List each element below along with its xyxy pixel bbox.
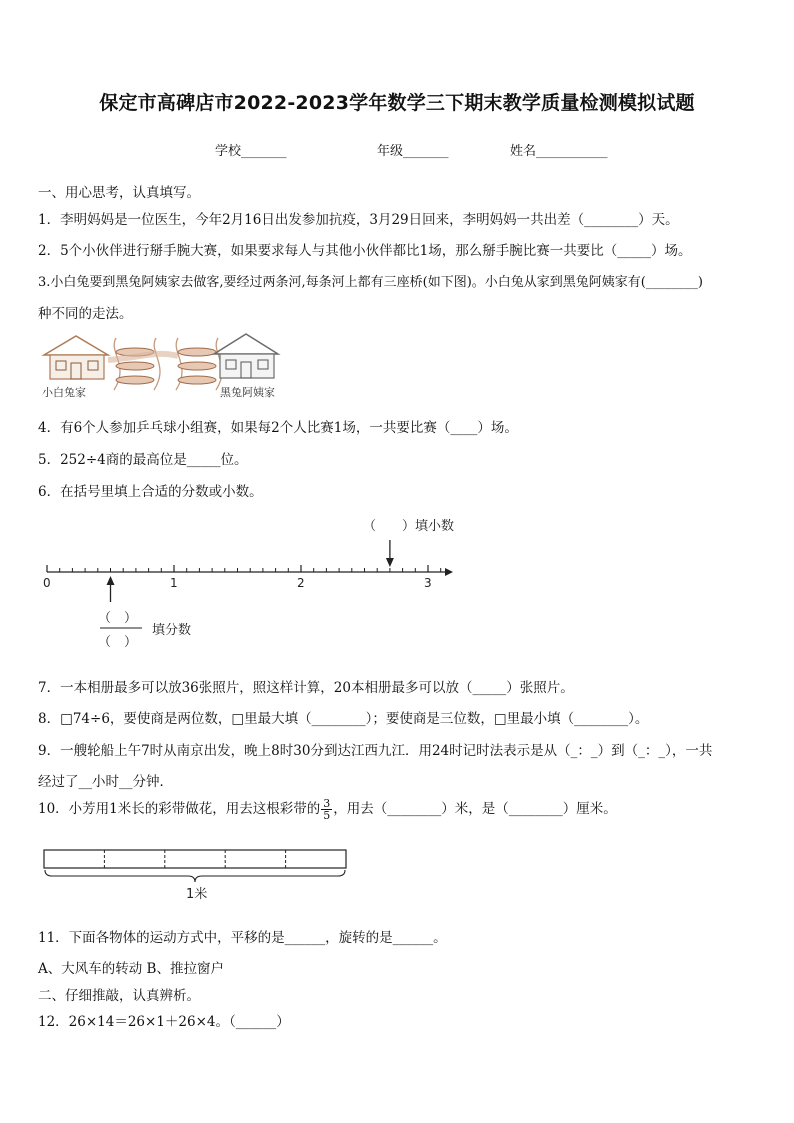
ribbon-bar bbox=[44, 850, 346, 868]
question-11-options: A、大风车的转动 B、推拉窗户 bbox=[38, 961, 224, 977]
number-line-label: 3 bbox=[424, 576, 432, 590]
black-rabbit-home-label: 黑兔阿姨家 bbox=[220, 386, 275, 399]
grade-field: 年级_______ bbox=[377, 144, 449, 159]
decimal-arrow-icon bbox=[386, 540, 394, 567]
question-11: 11．下面各物体的运动方式中，平移的是______，旋转的是______。 bbox=[38, 930, 447, 946]
number-line-label: 1 bbox=[170, 576, 178, 590]
river-2-bridges-icon bbox=[176, 338, 222, 390]
fraction-bottom-blank: （ ） bbox=[98, 635, 138, 650]
river-1-bridges-icon bbox=[114, 338, 160, 390]
number-line-label: 2 bbox=[297, 576, 305, 590]
question-1: 1．李明妈妈是一位医生，今年2月16日出发参加抗疫，3月29日回来，李明妈妈一共出差（________）天。 bbox=[38, 212, 679, 228]
ribbon-diagram bbox=[40, 846, 360, 906]
rabbit-house-icon bbox=[44, 336, 108, 379]
question-9-line2: 经过了__小时__分钟． bbox=[38, 774, 173, 790]
question-4: 4．有6个人参加乒乓球小组赛，如果每2个人比赛1场，一共要比赛（____）场。 bbox=[38, 420, 518, 436]
question-7: 7．一本相册最多可以放36张照片，照这样计算，20本相册最多可以放（_____）张照片。 bbox=[38, 680, 574, 696]
question-8: 8．□74÷6，要使商是两位数，□里最大填（________）；要使商是三位数，□里最小填（________）。 bbox=[38, 711, 649, 727]
question-10-text-after: ，用去（________）米，是（________）厘米。 bbox=[333, 801, 617, 817]
number-line-arrowhead bbox=[445, 568, 453, 576]
ribbon-brace bbox=[45, 870, 345, 882]
page-title: 保定市高碑店市2022-2023学年数学三下期末教学质量检测模拟试题 bbox=[99, 92, 695, 114]
question-10 bbox=[38, 796, 617, 822]
section-1-heading: 一、用心思考，认真填写。 bbox=[38, 185, 200, 201]
question-9-line1: 9．一艘轮船上午7时从南京出发，晚上8时30分到达江西九江．用24时记时法表示是从（_：_）到（_：_），一共 bbox=[38, 743, 713, 759]
fraction-hint-label: 填分数 bbox=[152, 623, 192, 638]
question-6: 6．在括号里填上合适的分数或小数。 bbox=[38, 484, 263, 500]
fraction-three-fifths bbox=[321, 798, 332, 821]
question-3-line1: 3.小白兔要到黑兔阿姨家去做客,要经过两条河,每条河上都有三座桥(如下图)。小白兔从家到黑兔阿姨家有(________) bbox=[38, 275, 703, 290]
bridge-illustration bbox=[38, 330, 283, 400]
black-rabbit-house-icon bbox=[214, 334, 278, 378]
rabbit-home-label: 小白兔家 bbox=[42, 386, 86, 399]
fraction-top-blank: （ ） bbox=[98, 611, 138, 626]
fraction-denominator: 5 bbox=[323, 809, 331, 822]
question-10-text-before: 10．小芳用1米长的彩带做花，用去这根彩带的 bbox=[38, 801, 321, 817]
fraction-arrow-icon bbox=[107, 576, 115, 602]
question-5: 5．252÷4商的最高位是_____位。 bbox=[38, 452, 248, 468]
name-field: 姓名___________ bbox=[510, 144, 608, 159]
question-2: 2．5个小伙伴进行掰手腕大赛，如果要求每人与其他小伙伴都比1场，那么掰手腕比赛一共要比（_____）场。 bbox=[38, 243, 692, 259]
fraction-numerator: 3 bbox=[323, 797, 331, 810]
school-field: 学校_______ bbox=[215, 144, 287, 159]
question-3-line2: 种不同的走法。 bbox=[38, 306, 133, 322]
question-12: 12．26×14＝26×1＋26×4。（______） bbox=[38, 1014, 290, 1030]
number-line-label: 0 bbox=[43, 576, 51, 590]
section-2-heading: 二、仔细推敲，认真辨析。 bbox=[38, 988, 200, 1004]
decimal-hint-label: （ ）填小数 bbox=[363, 519, 455, 534]
number-line bbox=[30, 510, 480, 660]
ribbon-length-label: 1米 bbox=[186, 887, 208, 902]
